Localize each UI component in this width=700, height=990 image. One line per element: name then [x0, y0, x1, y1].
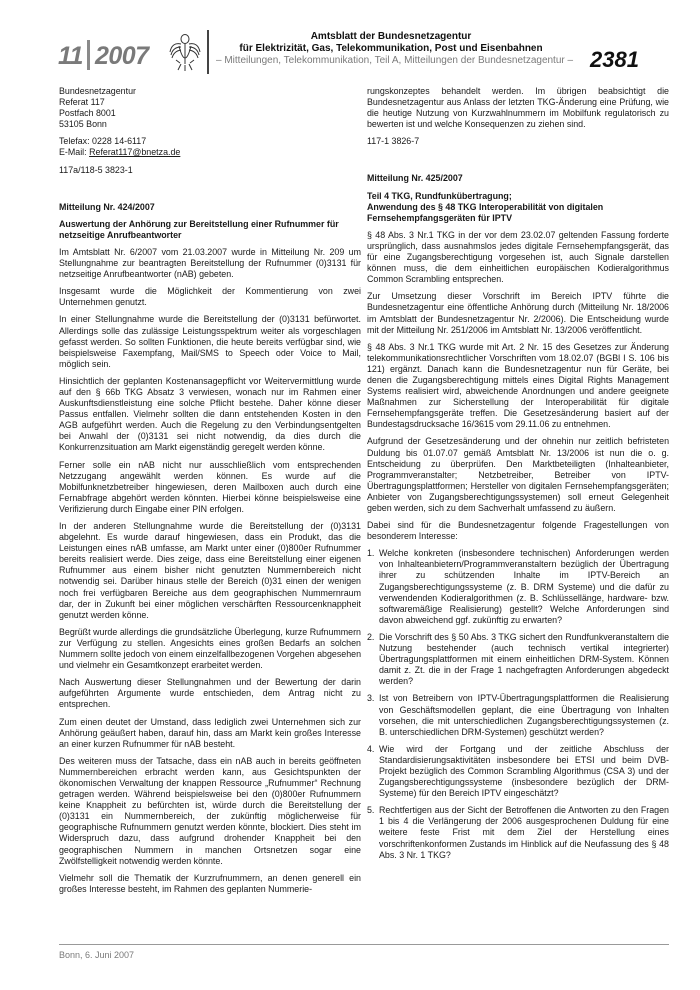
paragraph: In der anderen Stellungnahme wurde die Bereitstellung der (0)3131 abgelehnt. Es wurde darauf hingewiesen, dass ein Produkt, das die Leistungen eines nAB umfasse, am Markt unter einer (0)800er Rufnummer bereits realisiert werde. Dies zeige, dass eine Bereitstellung einer eigenen Rufnummer aus einem bisher nicht genutzten Nummernbereich nicht notwendig sei. Darüber hinaus stelle der Bereich (0)31 einen der wenigen noch frei verfügbaren Bereiche aus dem geographischen Nummernraum dar, der in Zukunft bei einer möglichen verschärften Ressourcenknappheit genutzt werden könne. — [59, 521, 361, 620]
address-line: 53105 Bonn — [59, 119, 107, 130]
paragraph: § 48 Abs. 3 Nr.1 TKG in der vor dem 23.02.07 geltenden Fassung forderte ursprünglich, dass ausnahmslos jedes digitale Fernsehempfangsgerät, das für eine Zugangsberechtigung vorgesehen ist, auch Signale darstellen können muss, die dem einheitlichen europäischen Kodieralgorithmus Common Scrambling entsprechen. — [367, 229, 669, 285]
paragraph: § 48 Abs. 3 Nr.1 TKG wurde mit Art. 2 Nr. 15 des Gesetzes zur Änderung telekommunikationsrechtlicher Vorschriften vom 18.02.07 (BGBl I S. 106 bis 121) ergänzt. Danach kann die Bundesnetzagentur nun für Geräte, bei denen die Zugangsberechtigung mittels eines Digital Rights Management Systems realisiert wird, abweichende Anordnungen und andere geeignete Maßnahmen zur Sicherstellung der Interoperabilität für digitale Fernsehempfangsgeräte treffen. Die Gesetzesänderung basiert auf der Bundestagsdrucksache 16/3615 vom 29.11.06 zu entnehmen. — [367, 341, 669, 430]
paragraph: Ferner solle ein nAB nicht nur ausschließlich vom entsprechenden Netzzugang angewählt werden können. Es wurde auf die Mobilfunknetzbetreiber hingewiesen, deren Mailboxen auch durch eine Fernabfrage abgehört werden könnten. Hierbei könne beispielsweise eine Verifizierung durch Eingabe einer PIN erfolgen. — [59, 459, 361, 514]
federal-eagle-icon — [168, 30, 202, 72]
address-line: Referat 117 — [59, 97, 105, 108]
left-column — [59, 86, 361, 901]
paragraph: Hinsichtlich der geplanten Kostenansagepflicht vor Weitervermittlung wurde auf den § 66b TKG Absatz 3 verwiesen, wonach nur im Rahmen einer Auskunftsdienstleistung eine solche Pflicht bestehe. Daher könne dieser Passus entfallen. Vielmehr sollten die dann entstehenden Kosten in den AGB aufgeführt werden. Auch die Regelung zu den Verbindungsentgelten bei Anwahl der (0)3131 sei nicht notwendig, da dies durch die Konkurrenzsituation am Markt eigenständig geregelt werden könne. — [59, 375, 361, 453]
fax-number: Telefax: 0228 14-6117 — [59, 136, 147, 147]
list-item: 5. Rechtfertigen aus der Sicht der Betroffenen die Antworten zu den Fragen 1 bis 4 die Verlängerung der 2006 ausgesprochenen Duldung für eine weitere feste Frist mit dem Ziel der Herstellung eines vorschriftenkonformen Zustands im Hinblick auf die Neufassung des § 48 Abs. 3 Nr. 1 TKG? — [367, 805, 669, 860]
question-list — [367, 548, 669, 860]
address-block — [59, 86, 361, 130]
issue-divider — [87, 40, 90, 70]
email-link[interactable]: Referat117@bnetza.de — [89, 147, 181, 158]
reference-number: 117-1 3826-7 — [367, 136, 420, 147]
paragraph: Des weiteren muss der Tatsache, dass ein nAB auch in bereits geöffneten Nummernbereichen erbracht werden kann, aus Gesichtspunkten der ökonomischen Verwaltung der knappen Ressource „Rufnummer“ Rechnung getragen werden. Während beispielsweise bei den (0)800er Rufnummern keine Knappheit zu befürchten ist, würde durch die Bereitstellung der (0)3131 ein Nummernbereich, der zukünftig möglicherweise für geographische Rufnummern genutzt werden könnte, blockiert. Dies steht im Widerspruch dazu, dass aufgrund drohender Knappheit bei den geographischen Nummern in manchen Ortsnetzen sogar eine Zwölfstelligkeit notwendig werden könnte. — [59, 755, 361, 866]
publication-title: Amtsblatt der Bundesnetzagentur — [310, 31, 472, 42]
page-header — [0, 0, 700, 82]
list-item: 3. Ist von Betreibern von IPTV-Übertragungsplattformen die Realisierung von Geschäftsmodellen geplant, die eine Übertragung von Inhalten vorsehen, die mit unterschiedlichen Zugangsberechtigungssystemen (z. B. unterschiedlichen DRM-Systemen) geschützt werden? — [367, 693, 669, 737]
paragraph: Zum einen deutet der Umstand, dass lediglich zwei Unternehmen sich zur Anhörung geäußert haben, darauf hin, dass am Markt kein großes Interesse an einer kurzen Rufnummer für nAB besteht. — [59, 716, 361, 749]
publication-subtitle: für Elektrizität, Gas, Telekommunikation, Post und Eisenbahnen — [239, 43, 543, 54]
paragraph: Insgesamt wurde die Möglichkeit der Kommentierung von zwei Unternehmen genutzt. — [59, 286, 361, 308]
list-item: 4. Wie wird der Fortgang und der zeitliche Abschluss der Standardisierungsaktivitäten insbesondere bei ETSI und beim DVB-Projekt bezüglich des Common Scrambling Algorithmus (CSA 3) und der Zugangsberechtigungssysteme (insbesondere bezüglich der DRM-Systeme) für den Bereich IPTV eingeschätzt? — [367, 743, 669, 799]
issue-number: 11 — [58, 42, 83, 70]
paragraph: Dabei sind für die Bundesnetzagentur folgende Fragestellungen von besonderem Interesse: — [367, 520, 669, 542]
paragraph: Aufgrund der Gesetzesänderung und der ohnehin nur zeitlich befristeten Duldung bis 01.07.07 gemäß Amtsblatt Nr. 13/2006 ist nun die o. g. Entscheidung zu überprüfen. Den Marktbeteiligten (Inhalteanbieter, Programmveranstalter; Netzbetreiber, Betreiber von IPTV-Übertragungsplattformen; Hersteller von digitalen Fernsehempfangsgeräten; Anbieter von Zugangsberechtigungssystemen) soll erneut Gelegenheit geben werden, sich zu dem Sachverhalt umfassend zu äußern. — [367, 436, 669, 513]
notice-424-title: Auswertung der Anhörung zur Bereitstellung einer Rufnummer für netzseitige Anrufbeantworter — [59, 218, 339, 240]
notice-425-title: Teil 4 TKG, Rundfunkübertragung; Anwendung des § 48 TKG Interoperabilität von digitalen Fernsehempfangsgeräten für IPTV — [367, 190, 604, 223]
issue-year: 2007 — [94, 42, 149, 70]
issue-label — [58, 40, 149, 71]
list-item: 2. Die Vorschrift des § 50 Abs. 3 TKG sichert den Rundfunkveranstaltern die Nutzung bestehender (auch technisch vertikal integrierter) Übertragungsplattformen mit einem einheitlichen DRM-System. Können damit z. Zt. die in der Frage 1 nachgefragten Anforderungen abgedeckt werden? — [367, 631, 669, 687]
email-line: E-Mail: Referat117@bnetza.de — [59, 147, 181, 158]
paragraph: Nach Auswertung dieser Stellungnahmen und der Bewertung der darin aufgeführten Argumente wurde entschieden, dem Antrag nicht zu entsprechen. — [59, 677, 361, 710]
address-line: Bundesnetzagentur — [59, 86, 136, 96]
list-item: 1. Welche konkreten (insbesondere technischen) Anforderungen werden von Inhalteanbietern/Programmveranstaltern bezüglich der Übertragung ihrer zu schützenden Inhalte im IPTV-Bereich an Zugangsberechtigungssysteme (z. B. DRM Systeme) und die dafür zu verwendenden Kodieralgorithmen (z. B. Schlüssellänge, hardware- bzw. softwaremäßige Realisierung) gestellt? Welche Anforderungen sind davon abweichend ggf. zukünftig zu erwarten? — [367, 548, 669, 625]
paragraph: Vielmehr soll die Thematik der Kurzrufnummern, an denen generell ein großes Interesse besteht, im Rahmen des geplanten Nummerie- — [59, 872, 361, 894]
paragraph: In einer Stellungnahme wurde die Bereitstellung der (0)3131 befürwortet. Allerdings solle das zulässige Leistungsspektrum weiter als vorgeschlagen gefasst werden. So sollten Funktionen, die heute bereits verfügbar sind, wie beispielsweise Faxempfang, Mail/SMS to Speech oder Voice to Mail, möglich sein. — [59, 314, 361, 369]
contact-block — [59, 136, 361, 158]
notice-424-heading: Mitteilung Nr. 424/2007 — [59, 201, 155, 212]
footer-divider — [59, 944, 669, 945]
paragraph: Im Amtsblatt Nr. 6/2007 vom 21.03.2007 wurde in Mitteilung Nr. 209 um Stellungnahme zur beantragten Bereitstellung der Rufnummer (0)3131 für netzseitige Anrufbeantworter (nAB) gebeten. — [59, 246, 361, 280]
header-divider — [207, 30, 209, 74]
paragraph: Begrüßt wurde allerdings die grundsätzliche Überlegung, kurze Rufnummern zur Verfügung zu stellen. Angesichts eines großen Bedarfs an solchen Nummern sollte jedoch von einem einzelfallbezogenen Vorgehen abgesehen und vielmehr ein Gesamtkonzept erarbeitet werden. — [59, 626, 361, 671]
address-line: Postfach 8001 — [59, 108, 116, 119]
footer-date: Bonn, 6. Juni 2007 — [59, 950, 135, 960]
reference-number: 117a/118-5 3823-1 — [59, 164, 133, 175]
paragraph-continued: rungskonzeptes behandelt werden. Im übrigen beabsichtigt die Bundesnetzagentur aus Anlass der letzten TKG-Änderung eine Prüfung, wie die heutige Nutzung von Kurzwahlnummern im Mobilfunk regulatorisch zu bewerten ist und welche Konsequenzen zu ziehen sind. — [367, 86, 669, 130]
paragraph: Zur Umsetzung dieser Vorschrift im Bereich IPTV führte die Bundesnetzagentur eine öffentliche Anhörung durch (Mitteilung Nr. 18/2006 im Amtsblatt der Bundesnetzagentur Nr. 2/2006). Die Entscheidung wurde mit der Mitteilung Nr. 251/2006 im Amtsblatt Nr. 13/2006 veröffentlicht. — [367, 291, 669, 335]
right-column — [367, 86, 669, 867]
section-subtitle: – Mitteilungen, Telekommunikation, Teil A, Mitteilungen der Bundesnetzagentur – — [216, 55, 574, 66]
notice-425-heading: Mitteilung Nr. 425/2007 — [367, 173, 463, 184]
page-number: 2381 — [590, 47, 639, 72]
